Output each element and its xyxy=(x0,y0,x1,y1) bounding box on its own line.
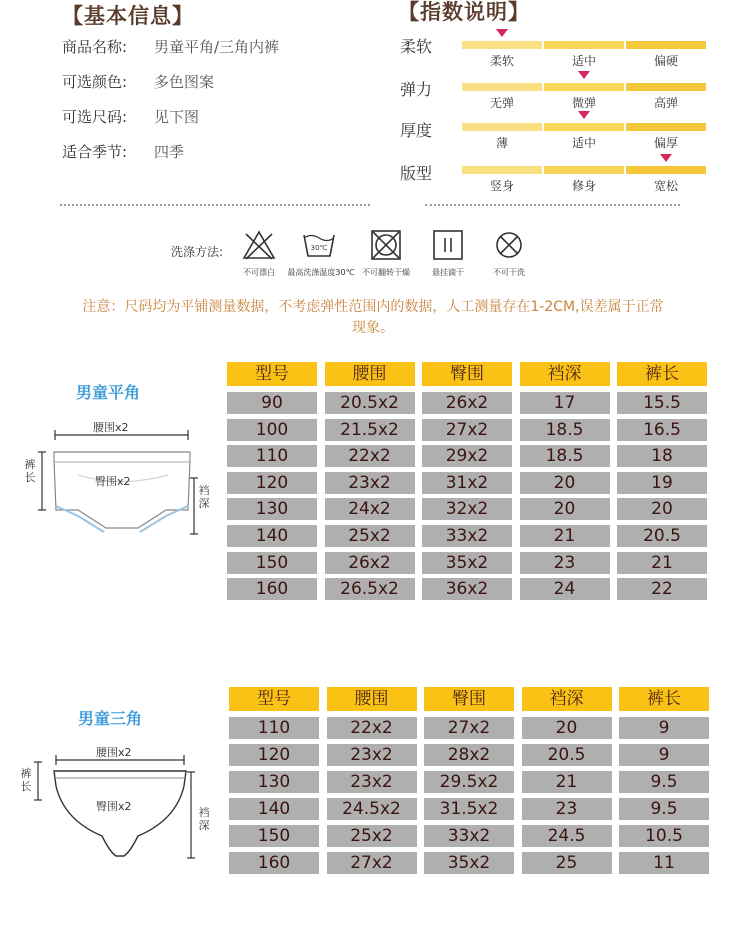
table-cell: 90 xyxy=(227,392,317,414)
table-cell: 22x2 xyxy=(327,717,417,739)
index-option-label: 柔软 xyxy=(489,54,514,68)
table-cell: 25 xyxy=(522,852,612,874)
index-bar-segment xyxy=(626,83,706,91)
table-cell: 31.5x2 xyxy=(424,798,514,820)
info-key: 可选尺码: xyxy=(62,108,128,126)
basic-info-title: 【基本信息】 xyxy=(62,4,194,28)
table-cell: 18 xyxy=(617,445,707,467)
index-option-label: 适中 xyxy=(571,54,596,68)
table-cell: 9.5 xyxy=(619,798,709,820)
table-cell: 27x2 xyxy=(424,717,514,739)
table-cell: 20.5 xyxy=(617,525,707,547)
selected-marker-icon xyxy=(496,29,508,37)
index-option-label: 竖身 xyxy=(489,179,514,193)
table-header-cell: 臀围 xyxy=(422,362,512,386)
table-cell: 140 xyxy=(227,525,317,547)
table-cell: 110 xyxy=(229,717,319,739)
table-cell: 9 xyxy=(619,717,709,739)
index-bar-segment xyxy=(544,166,624,174)
boxer-rise-label: 裆深 xyxy=(198,484,210,510)
boxer-length-label: 裤长 xyxy=(24,458,36,484)
boxer-hip-label: 臀围x2 xyxy=(95,475,131,488)
index-option-label: 高弹 xyxy=(653,96,678,110)
info-key: 可选颜色: xyxy=(62,73,128,91)
table-cell: 110 xyxy=(227,445,317,467)
table-cell: 27x2 xyxy=(327,852,417,874)
table-cell: 21 xyxy=(522,771,612,793)
index-option-label: 偏硬 xyxy=(653,54,678,68)
index-bar-segment xyxy=(544,123,624,131)
table-cell: 19 xyxy=(617,472,707,494)
table-cell: 140 xyxy=(229,798,319,820)
table-cell: 24.5 xyxy=(522,825,612,847)
table-header-cell: 臀围 xyxy=(424,687,514,711)
brief-waist-label: 腰围x2 xyxy=(96,746,132,759)
index-bar-segment xyxy=(544,41,624,49)
no-bleach-caption: 不可漂白 xyxy=(243,268,275,277)
brief-title: 男童三角 xyxy=(78,709,143,728)
info-value: 四季 xyxy=(154,143,185,161)
table-cell: 9 xyxy=(619,744,709,766)
table-cell: 31x2 xyxy=(422,472,512,494)
table-cell: 33x2 xyxy=(424,825,514,847)
info-key: 适合季节: xyxy=(62,143,128,161)
index-option-label: 偏厚 xyxy=(653,136,678,150)
no-bleach-icon xyxy=(242,230,276,260)
table-cell: 29x2 xyxy=(422,445,512,467)
table-cell: 150 xyxy=(229,825,319,847)
table-cell: 11 xyxy=(619,852,709,874)
table-cell: 21 xyxy=(617,552,707,574)
info-value: 见下图 xyxy=(154,108,200,126)
index-option-label: 修身 xyxy=(571,179,596,193)
info-key: 商品名称: xyxy=(62,38,128,56)
table-cell: 23x2 xyxy=(325,472,415,494)
index-info-title: 【指数说明】 xyxy=(398,0,530,24)
index-bar-segment xyxy=(462,83,542,91)
wash-30-icon xyxy=(302,230,336,260)
index-bar-segment xyxy=(462,166,542,174)
table-header-cell: 腰围 xyxy=(327,687,417,711)
index-label: 版型 xyxy=(400,164,433,183)
table-header-cell: 型号 xyxy=(229,687,319,711)
table-cell: 22 xyxy=(617,578,707,600)
table-cell: 160 xyxy=(227,578,317,600)
divider-right xyxy=(425,204,680,206)
table-cell: 33x2 xyxy=(422,525,512,547)
table-cell: 120 xyxy=(227,472,317,494)
no-dry-clean-icon xyxy=(492,230,526,260)
table-cell: 22x2 xyxy=(325,445,415,467)
wash-temp-label: 30℃ xyxy=(310,244,328,252)
info-row xyxy=(62,106,199,127)
table-cell: 21.5x2 xyxy=(325,419,415,441)
index-option-label: 适中 xyxy=(571,136,596,150)
table-cell: 24x2 xyxy=(325,498,415,520)
info-value: 男童平角/三角内裤 xyxy=(154,38,280,56)
table-cell: 32x2 xyxy=(422,498,512,520)
table-cell: 16.5 xyxy=(617,419,707,441)
wash-30-caption: 最高洗涤温度30℃ xyxy=(287,268,355,277)
table-cell: 27x2 xyxy=(422,419,512,441)
table-cell: 20.5x2 xyxy=(325,392,415,414)
index-bar-segment xyxy=(626,123,706,131)
selected-marker-icon xyxy=(578,71,590,79)
table-cell: 26x2 xyxy=(422,392,512,414)
table-header-cell: 裤长 xyxy=(619,687,709,711)
brief-rise-label: 裆深 xyxy=(198,806,210,832)
table-cell: 24.5x2 xyxy=(327,798,417,820)
index-label: 弹力 xyxy=(400,80,433,99)
table-cell: 100 xyxy=(227,419,317,441)
index-bar-segment xyxy=(544,83,624,91)
table-cell: 20 xyxy=(520,472,610,494)
no-tumble-dry-icon xyxy=(369,230,403,260)
index-option-label: 宽松 xyxy=(653,179,678,193)
brief-length-label: 裤长 xyxy=(20,767,32,793)
table-cell: 29.5x2 xyxy=(424,771,514,793)
table-cell: 24 xyxy=(520,578,610,600)
selected-marker-icon xyxy=(660,154,672,162)
table-cell: 9.5 xyxy=(619,771,709,793)
table-header-cell: 型号 xyxy=(227,362,317,386)
table-cell: 36x2 xyxy=(422,578,512,600)
table-cell: 20 xyxy=(522,717,612,739)
hang-dry-caption: 悬挂滴干 xyxy=(432,268,464,277)
info-row xyxy=(62,71,214,92)
table-cell: 150 xyxy=(227,552,317,574)
info-value: 多色图案 xyxy=(154,73,215,91)
table-cell: 23x2 xyxy=(327,771,417,793)
table-header-cell: 腰围 xyxy=(325,362,415,386)
table-cell: 25x2 xyxy=(325,525,415,547)
table-cell: 26x2 xyxy=(325,552,415,574)
table-header-cell: 裆深 xyxy=(520,362,610,386)
divider-left xyxy=(60,204,370,206)
table-cell: 130 xyxy=(229,771,319,793)
table-cell: 18.5 xyxy=(520,445,610,467)
table-cell: 20 xyxy=(520,498,610,520)
washing-label: 洗涤方法: xyxy=(171,245,224,259)
table-cell: 20.5 xyxy=(522,744,612,766)
selected-marker-icon xyxy=(578,111,590,119)
info-row xyxy=(62,141,184,162)
table-cell: 28x2 xyxy=(424,744,514,766)
index-bar-segment xyxy=(462,123,542,131)
table-cell: 10.5 xyxy=(619,825,709,847)
index-bar-segment xyxy=(462,41,542,49)
table-cell: 35x2 xyxy=(424,852,514,874)
index-bar-segment xyxy=(626,166,706,174)
index-label: 柔软 xyxy=(400,37,433,56)
table-cell: 18.5 xyxy=(520,419,610,441)
no-dry-clean-caption: 不可干洗 xyxy=(493,268,525,277)
table-cell: 23 xyxy=(522,798,612,820)
table-cell: 23 xyxy=(520,552,610,574)
index-option-label: 薄 xyxy=(495,136,508,150)
table-cell: 21 xyxy=(520,525,610,547)
table-cell: 15.5 xyxy=(617,392,707,414)
index-option-label: 微弹 xyxy=(571,96,596,110)
table-cell: 25x2 xyxy=(327,825,417,847)
boxer-title: 男童平角 xyxy=(76,383,141,402)
table-cell: 120 xyxy=(229,744,319,766)
size-note: 注意：尺码均为平铺测量数据，不考虑弹性范围内的数据，人工测量存在1-2CM,误差属于正常现象。 xyxy=(82,299,664,336)
table-cell: 160 xyxy=(229,852,319,874)
table-header-cell: 裆深 xyxy=(522,687,612,711)
table-cell: 20 xyxy=(617,498,707,520)
table-header-cell: 裤长 xyxy=(617,362,707,386)
hang-dry-icon xyxy=(431,230,465,260)
info-row xyxy=(62,36,279,57)
table-cell: 130 xyxy=(227,498,317,520)
brief-hip-label: 臀围x2 xyxy=(96,800,132,813)
table-cell: 23x2 xyxy=(327,744,417,766)
boxer-waist-label: 腰围x2 xyxy=(93,421,129,434)
index-bar-segment xyxy=(626,41,706,49)
table-cell: 26.5x2 xyxy=(325,578,415,600)
table-cell: 17 xyxy=(520,392,610,414)
no-tumble-dry-caption: 不可翻转干燥 xyxy=(362,268,410,277)
table-cell: 35x2 xyxy=(422,552,512,574)
index-option-label: 无弹 xyxy=(489,96,514,110)
index-label: 厚度 xyxy=(400,121,433,140)
